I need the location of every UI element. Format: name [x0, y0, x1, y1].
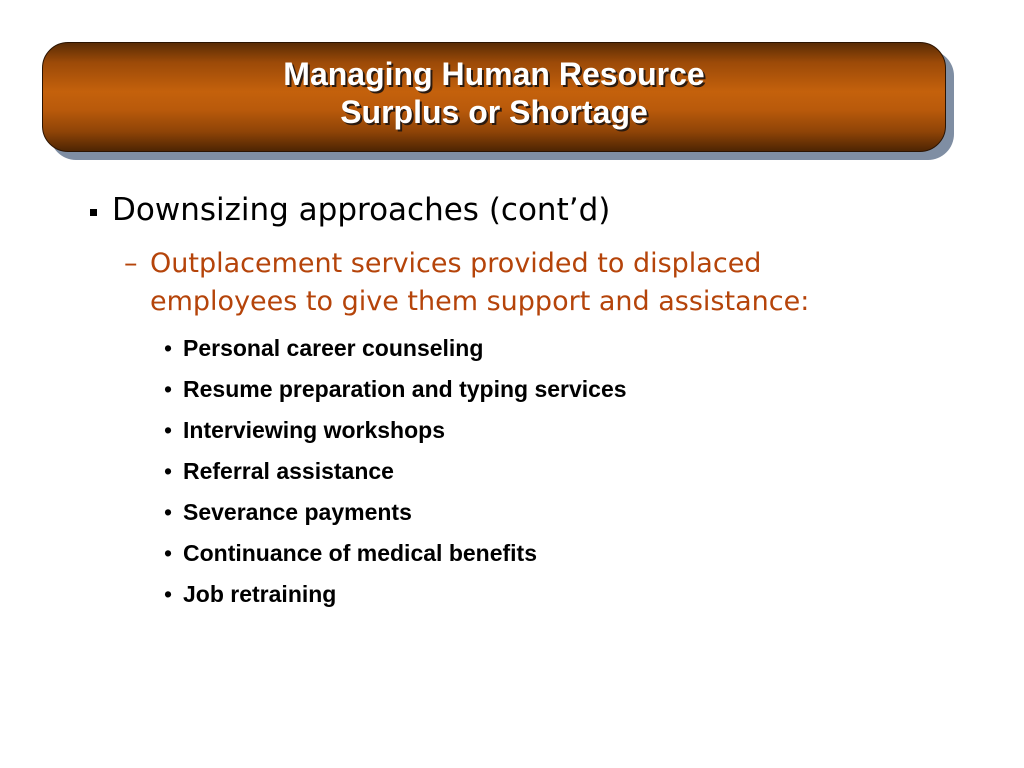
main-bullet-text: Downsizing approaches (cont’d) [112, 192, 611, 228]
round-bullet-icon: • [164, 417, 173, 443]
list-item-text: Personal career counseling [183, 335, 484, 361]
square-bullet-icon [90, 209, 97, 216]
round-bullet-icon: • [164, 458, 173, 484]
sub-bullet-text: Outplacement services provided to displaced employees to give them support and assistance: [150, 248, 810, 317]
list-item-text: Continuance of medical benefits [183, 540, 537, 566]
slide-title-line-1: Managing Human Resource [283, 56, 705, 92]
round-bullet-icon: • [164, 376, 173, 402]
list-item-text: Interviewing workshops [183, 417, 445, 443]
dash-bullet: – [124, 248, 138, 279]
list-item-text: Referral assistance [183, 458, 394, 484]
round-bullet-icon: • [164, 335, 173, 361]
list-item-text: Resume preparation and typing services [183, 376, 627, 402]
slide-title-line-2: Surplus or Shortage [340, 94, 648, 130]
round-bullet-icon: • [164, 540, 173, 566]
round-bullet-icon: • [164, 581, 173, 607]
slide-title [42, 55, 946, 131]
list-item-text: Severance payments [183, 499, 412, 525]
round-bullet-icon: • [164, 499, 173, 525]
list-item-text: Job retraining [183, 581, 337, 607]
